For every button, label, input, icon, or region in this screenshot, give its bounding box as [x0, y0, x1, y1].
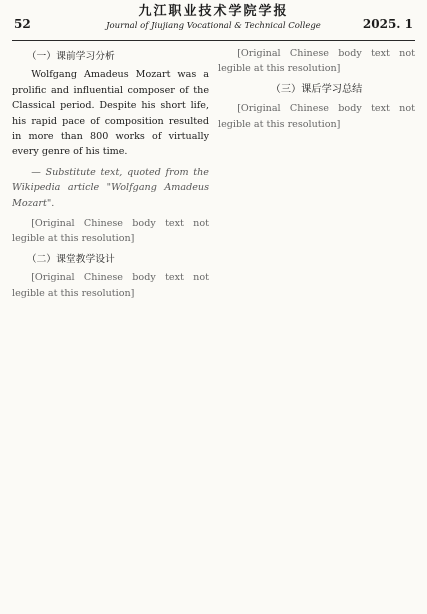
article-body — [12, 46, 415, 608]
section-heading-1: （一）课前学习分析 — [26, 51, 115, 62]
body-paragraph: Wolfgang Amadeus Mozart was a prolific and influential composer of the Classical period. Despite his short life, his rapid pace of composition resulted in more than 800 works of virtually every genre of his time. — [12, 69, 209, 158]
left-column — [12, 46, 209, 608]
journal-title — [12, 3, 415, 33]
section-heading-2: （二）课堂教学设计 — [26, 253, 115, 265]
journal-title-english: Journal of Jiujiang Vocational & Technical College — [106, 21, 321, 31]
body-placeholder: [Original Chinese body text not legible at this resolution] — [12, 272, 209, 299]
journal-title-chinese: 九江职业技术学院学报 — [138, 4, 289, 19]
source-note: — Substitute text, quoted from the Wikipedia article "Wolfgang Amadeus Mozart". — [12, 166, 209, 209]
body-placeholder: [Original Chinese body text not legible at this resolution] — [218, 103, 415, 130]
issue-number: 2025. 1 — [362, 17, 413, 31]
body-placeholder: [Original Chinese body text not legible at this resolution] — [218, 48, 415, 75]
right-column — [218, 46, 415, 608]
section-heading-3: （三）课后学习总结 — [270, 83, 363, 95]
page-number: 52 — [14, 17, 31, 31]
body-placeholder: [Original Chinese body text not legible at this resolution] — [12, 218, 209, 245]
running-header — [12, 0, 415, 41]
